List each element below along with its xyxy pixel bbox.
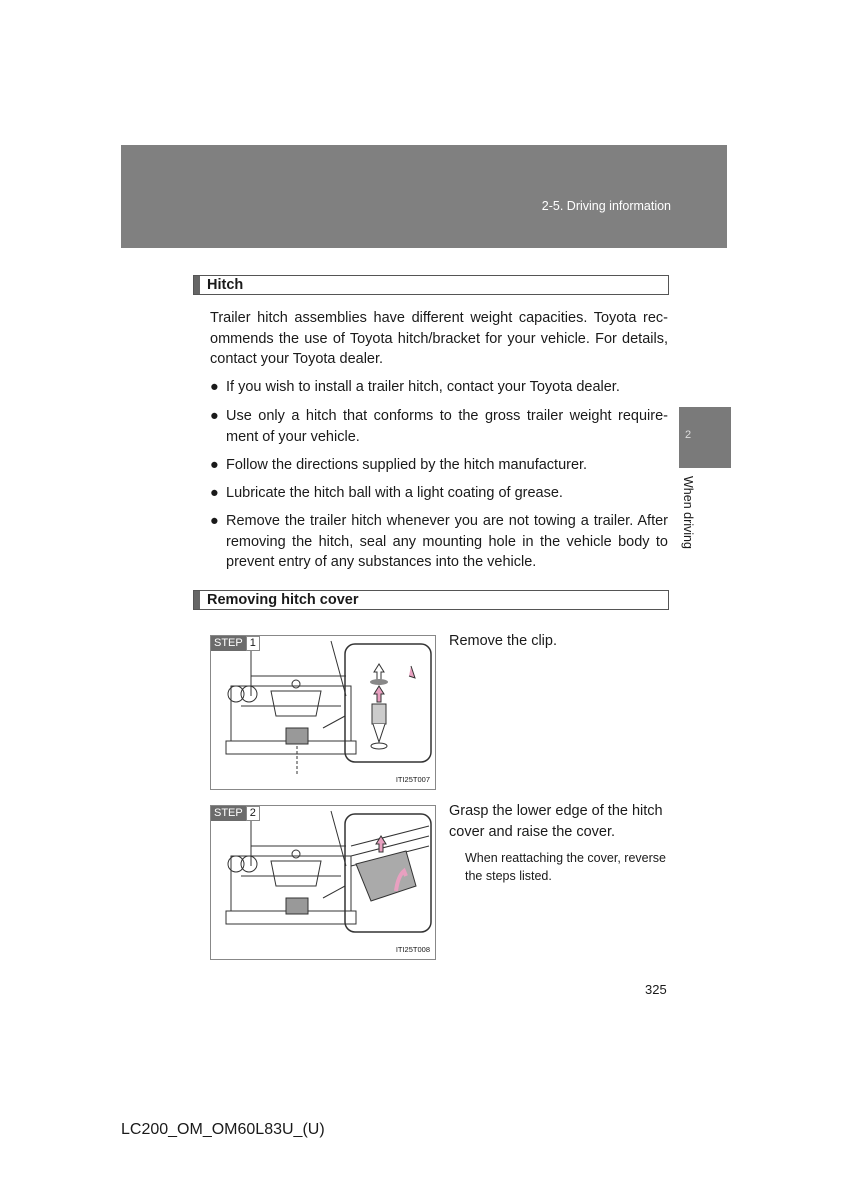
step2-text: Grasp the lower edge of the hitch cover and raise the cover. — [449, 803, 663, 840]
step-badge: STEP 2 — [211, 806, 260, 821]
step2-note: When reattaching the cover, reverse the steps listed. — [465, 851, 666, 883]
section-title: 2-5. Driving information — [541, 199, 671, 213]
figure-code: ITI25T007 — [395, 775, 430, 784]
chapter-label: When driving — [681, 476, 695, 549]
step2-illustration — [210, 805, 436, 960]
vehicle-rear-clip-illustration — [211, 636, 435, 789]
removing-heading: Removing hitch cover — [193, 590, 669, 610]
bullet-item: ● Lubricate the hitch ball with a light coating of grease. — [210, 485, 563, 501]
page-number: 325 — [645, 982, 667, 997]
vehicle-rear-cover-illustration — [211, 806, 435, 959]
footer-code: LC200_OM_OM60L83U_(U) — [121, 1121, 325, 1138]
hitch-intro: Trailer hitch assemblies have different weight capacities. Toyota rec-ommends the use of Toyota hitch/bracket for your vehicle. For details, contact your Toyota dealer. — [210, 310, 668, 367]
bullet-item: ● Use only a hitch that conforms to the gross trailer weight require-ment of your vehicle. — [210, 408, 668, 445]
bullet-item: ● If you wish to install a trailer hitch, contact your Toyota dealer. — [210, 379, 620, 395]
bullet-item: ● Remove the trailer hitch whenever you are not towing a trailer. After removing the hitch, seal any mounting hole in the vehicle body to prevent entry of any substances into the vehicle. — [210, 513, 668, 570]
header-bar — [121, 145, 727, 248]
step1-illustration — [210, 635, 436, 790]
chapter-tab — [679, 407, 731, 468]
chapter-number: 2 — [685, 429, 692, 441]
hitch-heading: Hitch — [193, 275, 669, 295]
bullet-item: ● Follow the directions supplied by the hitch manufacturer. — [210, 457, 588, 473]
figure-code: ITI25T008 — [395, 945, 430, 954]
step1-text: Remove the clip. — [449, 633, 557, 649]
step-badge: STEP 1 — [211, 636, 260, 651]
